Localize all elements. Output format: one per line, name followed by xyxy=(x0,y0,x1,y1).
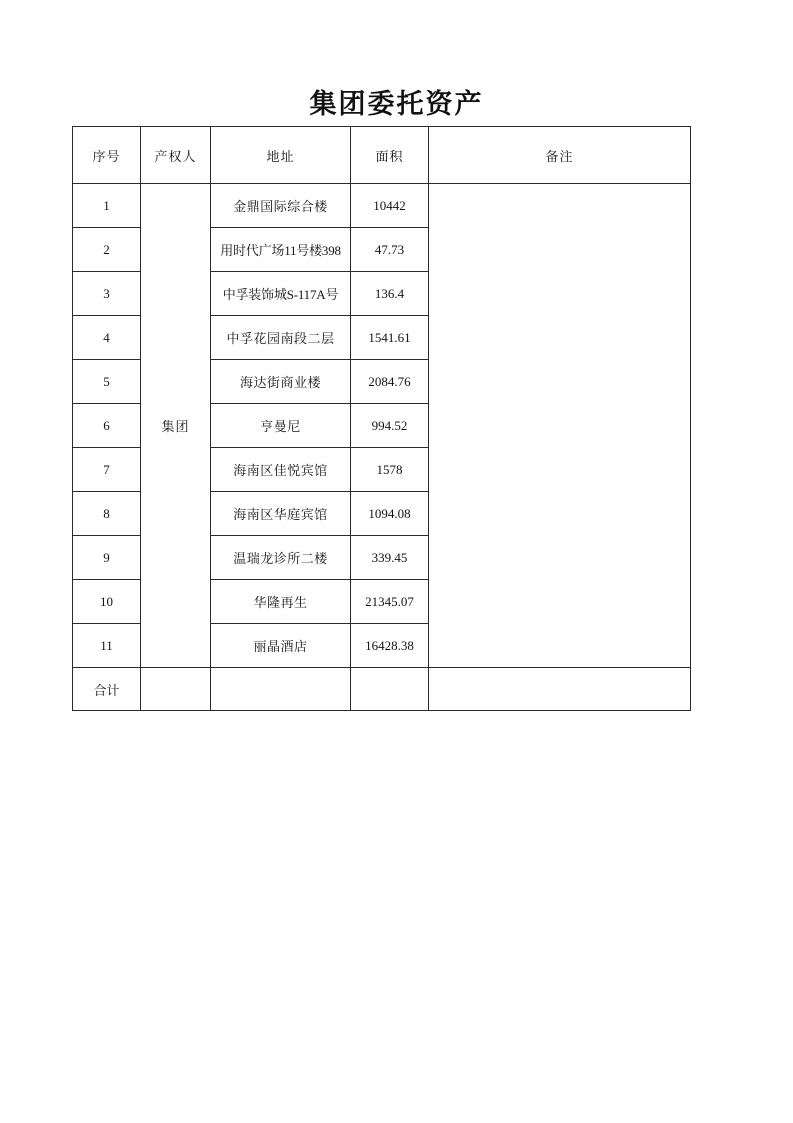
asset-table-container xyxy=(72,126,690,711)
cell-area: 16428.38 xyxy=(351,624,429,668)
cell-no: 2 xyxy=(73,228,141,272)
cell-area: 21345.07 xyxy=(351,580,429,624)
table-row xyxy=(73,184,691,228)
cell-no: 11 xyxy=(73,624,141,668)
cell-addr: 中孚装饰城S-117A号 xyxy=(211,272,351,316)
column-header-no: 序号 xyxy=(73,127,141,184)
cell-area: 47.73 xyxy=(351,228,429,272)
cell-addr: 金鼎国际综合楼 xyxy=(211,184,351,228)
cell-no: 4 xyxy=(73,316,141,360)
column-header-owner: 产权人 xyxy=(141,127,211,184)
cell-no: 10 xyxy=(73,580,141,624)
cell-area: 1541.61 xyxy=(351,316,429,360)
cell-total-area xyxy=(351,668,429,711)
column-header-area: 面积 xyxy=(351,127,429,184)
cell-area: 994.52 xyxy=(351,404,429,448)
cell-total-owner xyxy=(141,668,211,711)
cell-owner: 集团 xyxy=(141,184,211,668)
cell-area: 339.45 xyxy=(351,536,429,580)
cell-addr: 海南区华庭宾馆 xyxy=(211,492,351,536)
cell-addr: 丽晶酒店 xyxy=(211,624,351,668)
cell-area: 10442 xyxy=(351,184,429,228)
cell-area: 136.4 xyxy=(351,272,429,316)
cell-no: 9 xyxy=(73,536,141,580)
cell-area: 1094.08 xyxy=(351,492,429,536)
cell-addr: 温瑞龙诊所二楼 xyxy=(211,536,351,580)
cell-no: 1 xyxy=(73,184,141,228)
cell-addr: 海达街商业楼 xyxy=(211,360,351,404)
cell-no: 3 xyxy=(73,272,141,316)
cell-note xyxy=(429,184,691,668)
cell-total-note xyxy=(429,668,691,711)
page-title: 集团委托资产 xyxy=(309,89,484,120)
cell-addr: 中孚花园南段二层 xyxy=(211,316,351,360)
table-header xyxy=(73,127,691,184)
table-header-row xyxy=(73,127,691,184)
table-body xyxy=(73,184,691,711)
cell-no: 8 xyxy=(73,492,141,536)
table-total-row xyxy=(73,668,691,711)
cell-no: 7 xyxy=(73,448,141,492)
cell-no: 6 xyxy=(73,404,141,448)
cell-area: 1578 xyxy=(351,448,429,492)
cell-addr: 海南区佳悦宾馆 xyxy=(211,448,351,492)
cell-no: 5 xyxy=(73,360,141,404)
cell-addr: 华隆再生 xyxy=(211,580,351,624)
cell-area: 2084.76 xyxy=(351,360,429,404)
column-header-addr: 地址 xyxy=(211,127,351,184)
cell-total-addr xyxy=(211,668,351,711)
asset-table xyxy=(72,126,691,711)
cell-addr: 用时代广场11号楼398 xyxy=(211,228,351,272)
cell-total-label: 合计 xyxy=(73,668,141,711)
column-header-note: 备注 xyxy=(429,127,691,184)
cell-addr: 亨曼尼 xyxy=(211,404,351,448)
